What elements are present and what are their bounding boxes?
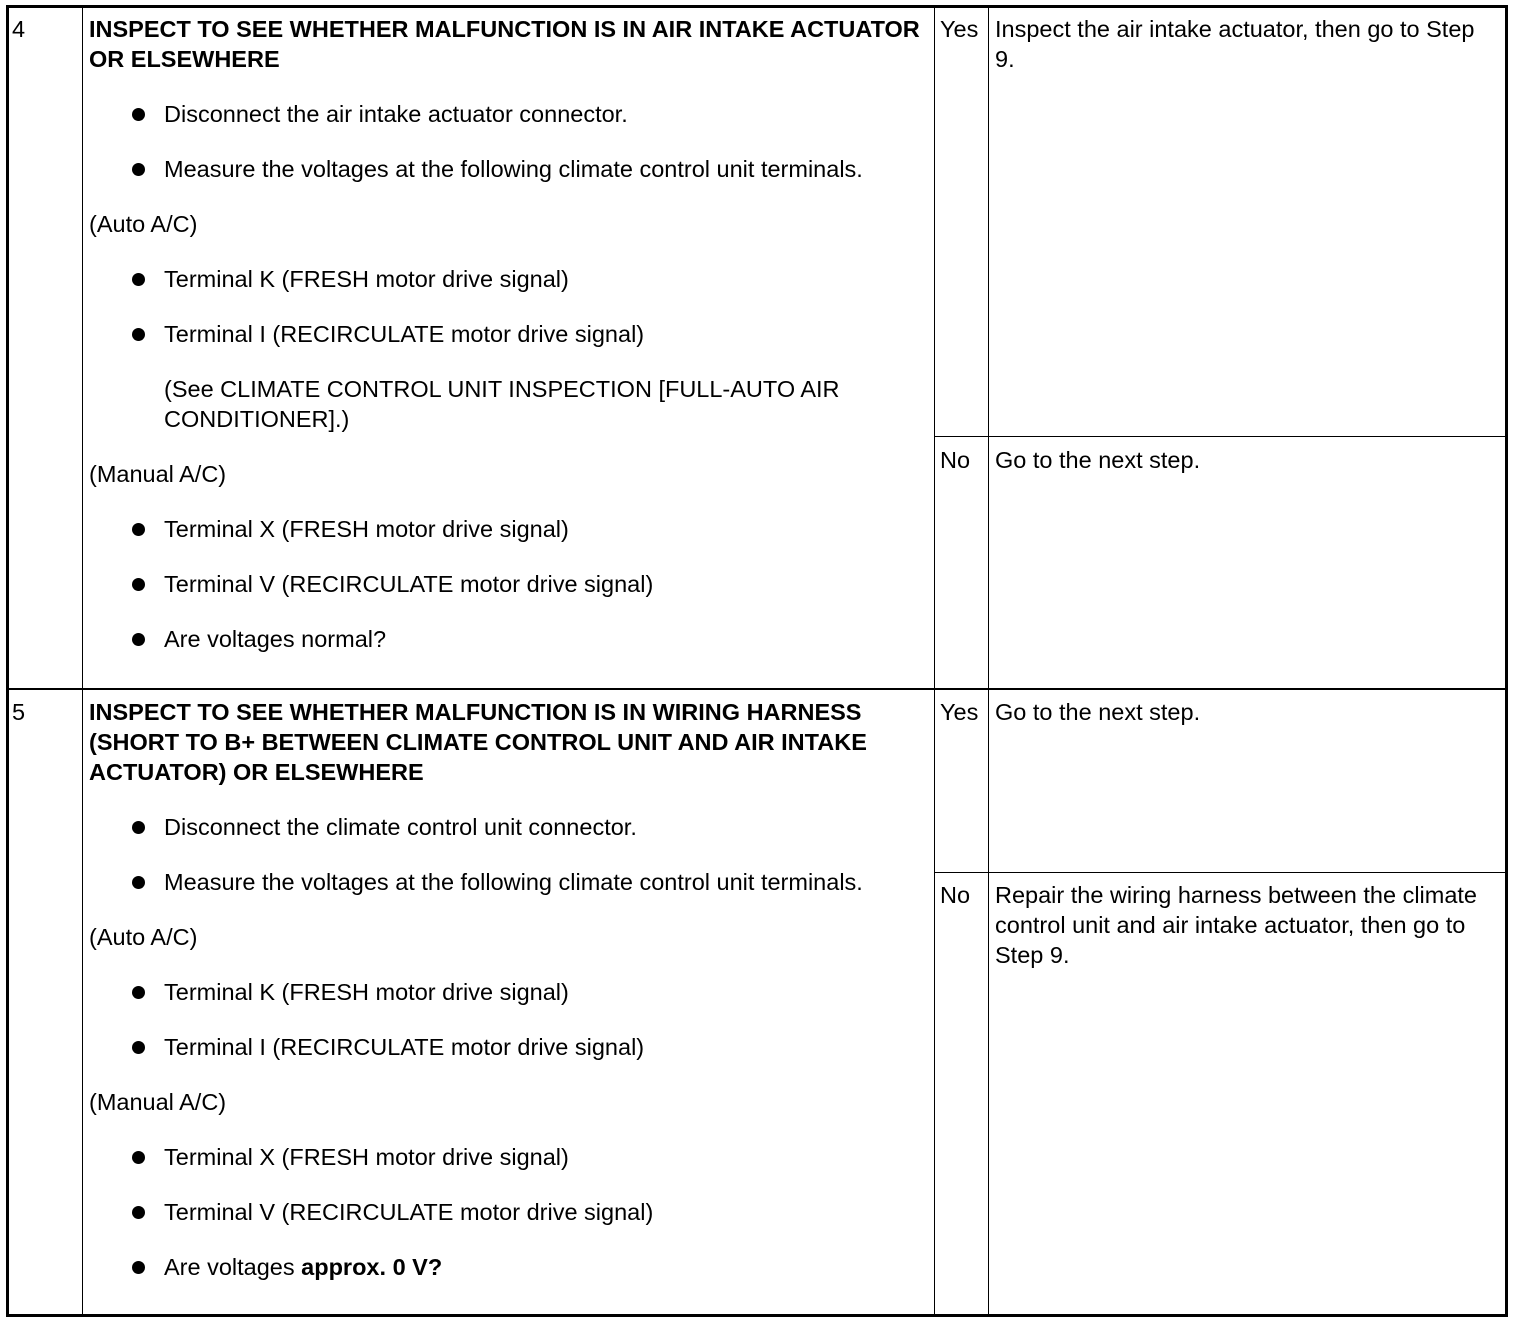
no-label: No bbox=[940, 882, 971, 908]
yes-label: Yes bbox=[940, 699, 979, 725]
bullet-icon bbox=[132, 633, 145, 646]
section-label: (Auto A/C) bbox=[89, 924, 198, 950]
list-item: Measure the voltages at the following climate control unit terminals. bbox=[89, 154, 929, 184]
yes-label: Yes bbox=[940, 16, 979, 42]
bullet-icon bbox=[132, 986, 145, 999]
list-item: Terminal X (FRESH motor drive signal) bbox=[89, 1142, 929, 1172]
step-content bbox=[89, 14, 929, 654]
section-label: (Manual A/C) bbox=[89, 1089, 227, 1115]
list-item: Terminal I (RECIRCULATE motor drive signal) bbox=[89, 1032, 929, 1062]
bullet-icon bbox=[132, 1206, 145, 1219]
list-item: Terminal I (RECIRCULATE motor drive signal) bbox=[89, 319, 929, 349]
yes-no-divider-row4 bbox=[934, 436, 1508, 437]
bullet-icon bbox=[132, 1261, 145, 1274]
step-number: 4 bbox=[12, 16, 26, 42]
yes-no-divider-row5 bbox=[934, 872, 1508, 873]
list-item: Disconnect the air intake actuator connector. bbox=[89, 99, 929, 129]
section-label: (Manual A/C) bbox=[89, 461, 227, 487]
list-item: Terminal K (FRESH motor drive signal) bbox=[89, 977, 929, 1007]
step-content bbox=[89, 697, 929, 1282]
list-item: Terminal K (FRESH motor drive signal) bbox=[89, 264, 929, 294]
bullet-icon bbox=[132, 523, 145, 536]
bullet-icon bbox=[132, 163, 145, 176]
bullet-icon bbox=[132, 328, 145, 341]
column-divider-step bbox=[82, 5, 83, 1317]
bullet-icon bbox=[132, 821, 145, 834]
step-number: 5 bbox=[12, 699, 26, 725]
bullet-icon bbox=[132, 1041, 145, 1054]
bullet-icon bbox=[132, 108, 145, 121]
row-divider bbox=[6, 688, 1508, 690]
list-item: Are voltages normal? bbox=[89, 624, 929, 654]
bullet-icon bbox=[132, 1151, 145, 1164]
yes-result: Inspect the air intake actuator, then go to Step 9. bbox=[995, 16, 1475, 72]
list-item: Measure the voltages at the following climate control unit terminals. bbox=[89, 867, 929, 897]
step-title: INSPECT TO SEE WHETHER MALFUNCTION IS IN WIRING HARNESS (SHORT TO B+ BETWEEN CLIMATE CONTROL UNIT AND AIR INTAKE ACTUATOR) OR ELSEWHERE bbox=[89, 699, 867, 785]
yes-result: Go to the next step. bbox=[995, 699, 1201, 725]
list-item: Are voltages approx. 0 V? bbox=[89, 1252, 929, 1282]
list-item: Terminal V (RECIRCULATE motor drive signal) bbox=[89, 1197, 929, 1227]
section-label: (Auto A/C) bbox=[89, 211, 198, 237]
no-label: No bbox=[940, 447, 971, 473]
no-result: Go to the next step. bbox=[995, 447, 1201, 473]
list-item: Disconnect the climate control unit connector. bbox=[89, 812, 929, 842]
column-divider-yesno bbox=[934, 5, 935, 1317]
step-title: INSPECT TO SEE WHETHER MALFUNCTION IS IN AIR INTAKE ACTUATOR OR ELSEWHERE bbox=[89, 16, 920, 72]
bullet-icon bbox=[132, 578, 145, 591]
column-divider-result bbox=[988, 5, 989, 1317]
bullet-icon bbox=[132, 876, 145, 889]
list-item: Terminal X (FRESH motor drive signal) bbox=[89, 514, 929, 544]
bullet-icon bbox=[132, 273, 145, 286]
no-result: Repair the wiring harness between the climate control unit and air intake actuator, then go to Step 9. bbox=[995, 882, 1478, 968]
reference-note: (See CLIMATE CONTROL UNIT INSPECTION [FULL-AUTO AIR CONDITIONER].) bbox=[164, 376, 840, 432]
list-item: Terminal V (RECIRCULATE motor drive signal) bbox=[89, 569, 929, 599]
